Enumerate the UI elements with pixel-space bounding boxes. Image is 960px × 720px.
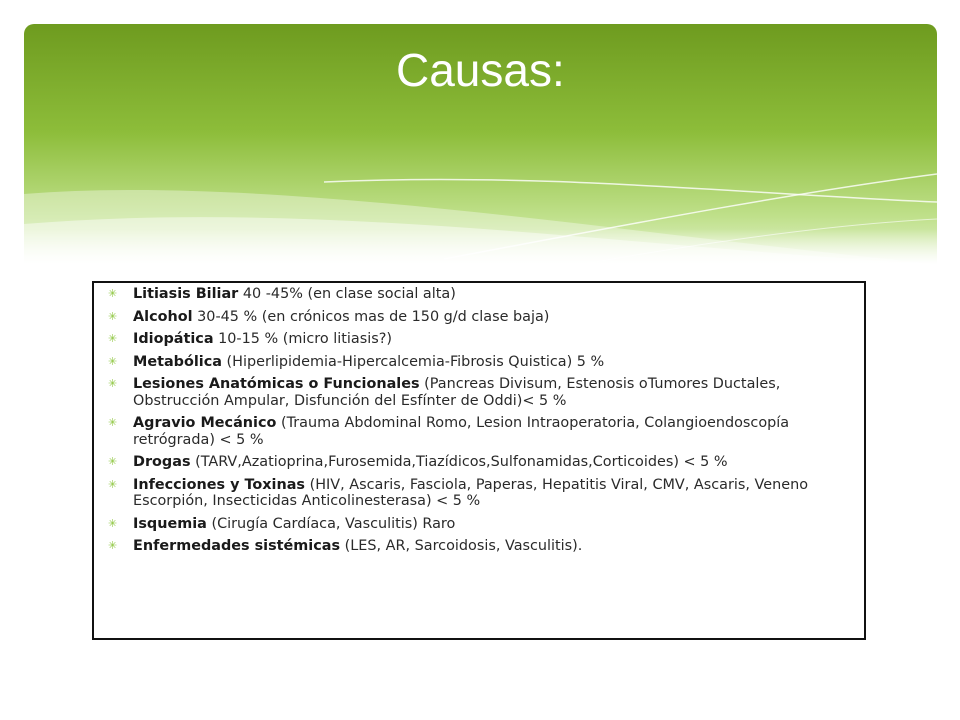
- cause-label: Enfermedades sistémicas: [133, 538, 341, 554]
- slide-title: Causas:: [396, 44, 565, 96]
- cause-label: Litiasis Biliar: [133, 286, 239, 302]
- asterisk-icon: ✳: [108, 516, 118, 530]
- causes-box: [92, 281, 866, 640]
- cause-detail: (Hiperlipidemia-Hipercalcemia-Fibrosis Quistica) 5 %: [221, 353, 605, 370]
- list-item: [94, 516, 854, 533]
- cause-label: Drogas: [133, 454, 191, 470]
- asterisk-icon: ✳: [108, 539, 118, 552]
- causes-list: [94, 286, 854, 561]
- cause-detail: (Pancreas Divisum, Estenosis oTumores Ductales, Obstrucción Ampular, Disfunción del Esfínter de Oddi)< 5 %: [133, 376, 781, 409]
- list-item: [94, 477, 854, 510]
- asterisk-icon: ✳: [108, 455, 118, 468]
- cause-detail: (Cirugía Cardíaca, Vasculitis) Raro: [206, 515, 456, 532]
- list-item: [94, 286, 854, 303]
- list-item: [94, 354, 854, 371]
- cause-label: Metabólica: [133, 353, 222, 370]
- cause-label: Idiopática: [133, 331, 214, 347]
- asterisk-icon: ✳: [108, 354, 118, 368]
- cause-detail: 40 -45% (en clase social alta): [238, 286, 456, 302]
- cause-label: Infecciones y Toxinas: [133, 476, 305, 493]
- cause-detail: (Trauma Abdominal Romo, Lesion Intraoperatoria, Colangioendoscopía retrógrada) < 5 %: [133, 415, 790, 448]
- cause-label: Alcohol: [133, 308, 193, 325]
- list-item: [94, 415, 854, 448]
- list-item: [94, 454, 854, 471]
- cause-label: Lesiones Anatómicas o Funcionales: [133, 376, 420, 392]
- cause-detail: (TARV,Azatioprina,Furosemida,Tiazídicos,Sulfonamidas,Corticoides) < 5 %: [190, 454, 728, 470]
- list-item: [94, 538, 854, 555]
- cause-label: Isquemia: [133, 515, 207, 532]
- cause-label: Agravio Mecánico: [133, 415, 277, 431]
- asterisk-icon: ✳: [108, 377, 118, 390]
- cause-detail: 10-15 % (micro litiasis?): [213, 331, 392, 347]
- list-item: [94, 309, 854, 326]
- asterisk-icon: ✳: [108, 477, 118, 491]
- list-item: [94, 376, 854, 409]
- asterisk-icon: ✳: [108, 309, 118, 323]
- list-item: [94, 331, 854, 348]
- asterisk-icon: ✳: [108, 332, 118, 345]
- cause-detail: (LES, AR, Sarcoidosis, Vasculitis).: [340, 538, 583, 554]
- asterisk-icon: ✳: [108, 416, 118, 429]
- cause-detail: 30-45 % (en crónicos mas de 150 g/d clase baja): [192, 308, 550, 325]
- asterisk-icon: ✳: [108, 287, 118, 300]
- cause-detail: (HIV, Ascaris, Fasciola, Paperas, Hepatitis Viral, CMV, Ascaris, Veneno Escorpión, Insecticidas Anticolinesterasa) < 5 %: [133, 476, 809, 509]
